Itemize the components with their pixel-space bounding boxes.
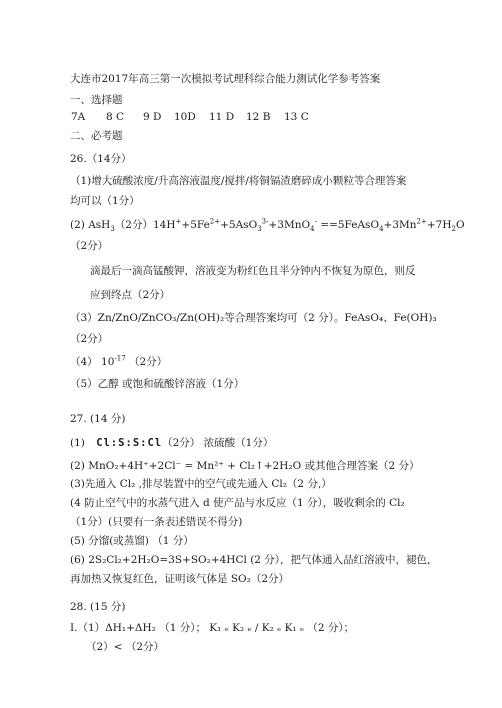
q26-part2-label: (2) AsH [70, 219, 111, 231]
q27-heading: 27. (14 分) [70, 413, 126, 425]
q26-heading: 26.（14分） [70, 153, 132, 165]
eq-term: +3MnO [268, 219, 311, 231]
q27-part4-line2: （1分）(只要有一条表述错误不得分) [70, 516, 243, 528]
mc-answer: 10D [174, 111, 196, 123]
mc-answer: 8 C [106, 111, 125, 123]
q26-part2-text: （2分）14H [114, 219, 176, 231]
eq-term: +3Mn [383, 219, 417, 231]
q26-part4-score: （2分） [125, 356, 168, 368]
mc-answer: 11 D [209, 111, 235, 123]
q26-part3-line2: （2分） [70, 333, 109, 345]
q27-part1-text: （2分） 浓硫酸（1分） [162, 437, 274, 449]
q27-part6-line1: (6) 2S₂Cl₂+2H₂O=3S+SO₂+4HCl (2 分），把气体通入品红溶液中，褪色， [70, 554, 438, 566]
mc-answer: 7A [71, 111, 86, 123]
mc-answer: 9 D [143, 111, 162, 123]
q27-part3: (3)先通入 Cl₂ ,排尽装置中的空气或先通入 Cl₂（2 分,） [70, 478, 332, 490]
q26-part4-text: （4） 10 [70, 356, 115, 368]
q26-part1-line2: 均可以（1分） [70, 195, 140, 207]
section-heading-multiple-choice: 一、选择题 [70, 94, 123, 106]
q28-part1: Ⅰ.（1）ΔH₁+ΔH₂ （1 分）； K₁ ₑ K₂ ₑ / K₂ ₑ K₁ ₑ （2 分）； [70, 622, 355, 634]
q26-part3-line1: （3）Zn/ZnO/ZnCO₃/Zn(OH)₂等合理答案均可（2 分）。FeAsO₄、Fe(OH)₃ [70, 312, 437, 324]
section-heading-required: 二、必考题 [70, 130, 123, 142]
q26-part2-endpoint-line2: 应到终点（2分） [90, 289, 171, 301]
q27-part6-line2: 再加热又恢复红色，证明该气体是 SO₂（2分） [70, 573, 290, 585]
multiple-choice-answers [71, 110, 309, 124]
q26-part2-equation: (2) AsH$_3$（2分）$14H^++5Fe^{2+}+5AsO_3^{3-}+3MnO_4^-$ $==5FeAsO_4+3Mn^{2+}+7H_2O$ [70, 217, 465, 234]
eq-term: +5AsO [220, 219, 258, 231]
q26-part2-score: （2分） [70, 240, 109, 252]
page-title: 大连市2017年高三第一次模拟考试理科综合能力测试化学参考答案 [70, 73, 381, 85]
q26-part5: （5）乙醇 或饱和硫酸锌溶液（1分） [70, 378, 245, 390]
q27-part5: (5) 分馏(或蒸馏) （1 分） [70, 535, 194, 547]
q26-part4-exponent: -17 [114, 354, 126, 363]
eq-term: O [455, 219, 465, 231]
q26-part4 [70, 355, 167, 369]
q26-part1-line1: （1)增大硫酸浓度/升高溶液温度/搅拌/将铜镉渣磨碎成小颗粒等合理答案 [70, 175, 407, 187]
q27-part4-line1: (4 防止空气中的水蒸气进入 d 使产品与水反应（1 分），吸收剩余的 Cl₂ [70, 497, 405, 509]
eq-term: ==5FeAsO [316, 219, 380, 231]
q28-part2: （2）< （2分） [86, 641, 164, 653]
mc-answer: 13 C [284, 111, 309, 123]
mc-answer: 12 B [246, 111, 271, 123]
electron-dot-formula: Cl:S:S:Cl [96, 437, 163, 449]
q27-part1 [70, 436, 273, 450]
q26-part2-endpoint-line1: 滴最后一滴高锰酸钾，溶液变为粉红色且半分钟内不恢复为原色，则反 [90, 265, 416, 277]
q27-part1-label: (1) [70, 437, 85, 449]
eq-term: +7H [426, 219, 452, 231]
q27-part2: (2) MnO₂+4H⁺+2Cl⁻ = Mn²⁺ + Cl₂↑+2H₂O 或其他合理答案（2 分） [70, 460, 420, 472]
eq-term: +5Fe [181, 219, 210, 231]
q28-heading: 28. (15 分) [70, 601, 126, 613]
